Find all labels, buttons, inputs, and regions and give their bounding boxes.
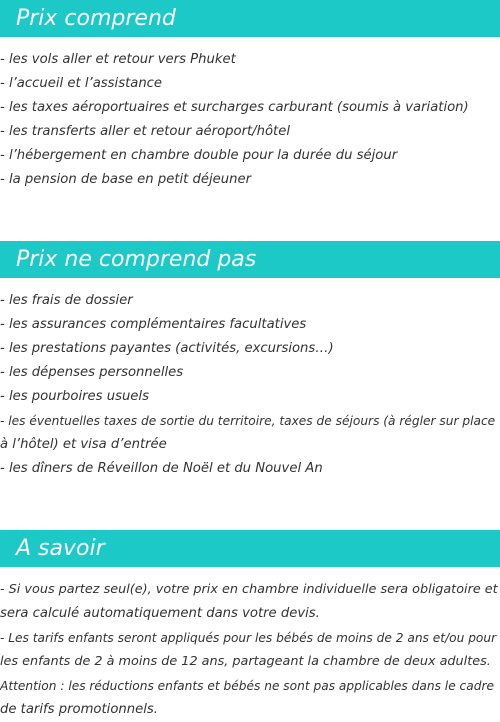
list-item: - les transferts aller et retour aéroport/hôtel [0, 124, 290, 139]
list-item: - les assurances complémentaires facultatives [0, 317, 307, 332]
list-item: - les dîners de Réveillon de Noël et du Nouvel An [0, 461, 323, 476]
list-item-continuation: à l’hôtel) et visa d’entrée [0, 437, 167, 452]
paragraph-line: Attention : les réductions enfants et bébés ne sont pas applicables dans le cadre [0, 679, 494, 693]
paragraph-line: - Si vous partez seul(e), votre prix en chambre individuelle sera obligatoire et [0, 582, 498, 597]
list-item: - la pension de base en petit déjeuner [0, 172, 252, 187]
list-item: - les dépenses personnelles [0, 365, 184, 380]
section-prix-ne-comprend-pas [0, 241, 500, 481]
section-content [0, 48, 500, 192]
list-item: - les prestations payantes (activités, excursions…) [0, 341, 334, 356]
section-header: Prix ne comprend pas [0, 241, 500, 278]
section-header: Prix comprend [0, 0, 500, 37]
list-item: - les taxes aéroportuaires et surcharges carburant (soumis à variation) [0, 100, 469, 115]
section-header: A savoir [0, 530, 500, 567]
list-item: - les frais de dossier [0, 293, 133, 308]
list-item: - les vols aller et retour vers Phuket [0, 52, 236, 67]
section-content [0, 289, 500, 481]
section-prix-comprend [0, 0, 500, 192]
list-item: - l’accueil et l’assistance [0, 76, 163, 91]
paragraph-line: sera calculé automatiquement dans votre devis. [0, 606, 320, 621]
paragraph-line: - Les tarifs enfants seront appliqués pour les bébés de moins de 2 ans et/ou pour [0, 631, 497, 645]
paragraph-line: les enfants de 2 à moins de 12 ans, partageant la chambre de deux adultes. [0, 654, 491, 669]
list-item: - l’hébergement en chambre double pour la durée du séjour [0, 148, 398, 163]
paragraph-line: de tarifs promotionnels. [0, 702, 158, 717]
list-item: - les pourboires usuels [0, 389, 149, 404]
section-a-savoir [0, 530, 500, 722]
section-content [0, 578, 500, 722]
list-item: - les éventuelles taxes de sortie du territoire, taxes de séjours (à régler sur place [0, 414, 496, 428]
